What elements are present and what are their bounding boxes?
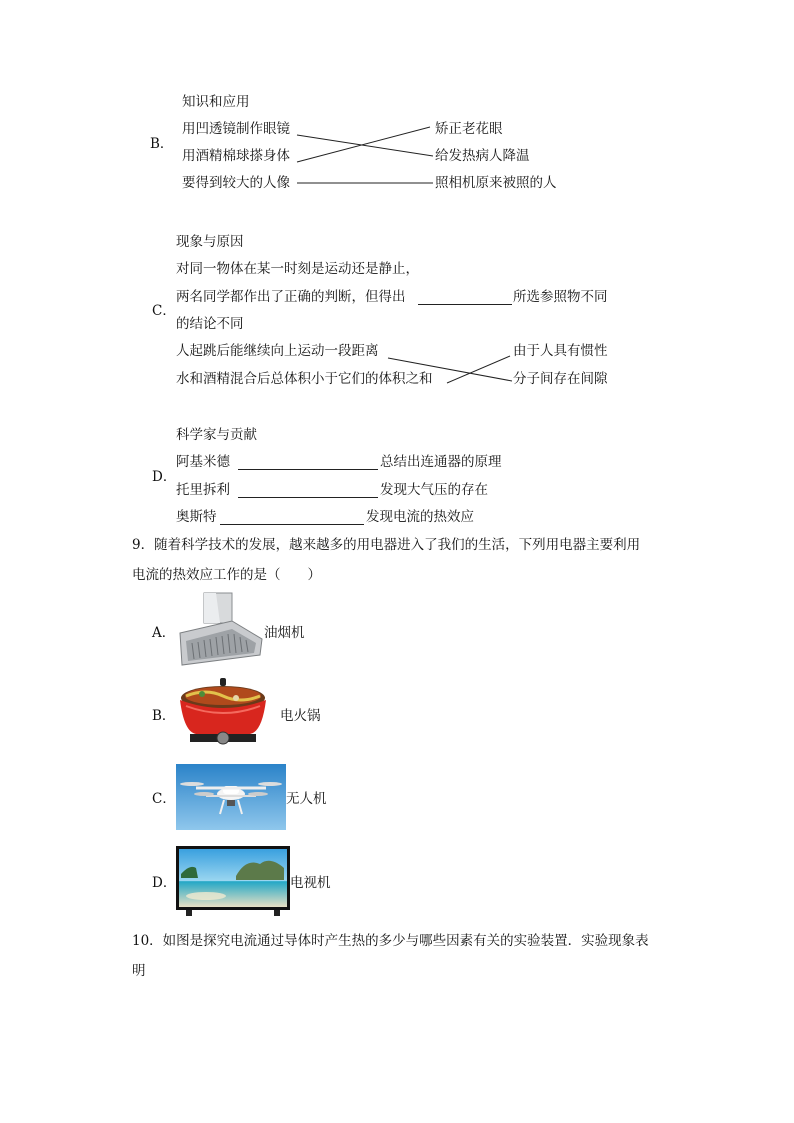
section-d-heading: 科学家与贡献 — [176, 427, 257, 443]
d-right-item: 发现电流的热效应 — [366, 509, 474, 525]
c-line: 分子间存在间隙 — [513, 371, 608, 387]
option-a-label[interactable]: 油烟机 — [264, 625, 305, 641]
q9-stem: 电流的热效应工作的是（ ） — [132, 567, 321, 583]
answer-blank — [220, 524, 364, 525]
range-hood-icon[interactable] — [176, 591, 264, 671]
answer-blank — [238, 497, 378, 498]
c-line: 人起跳后能继续向上运动一段距离 — [176, 343, 379, 359]
hot-pot-icon[interactable] — [176, 676, 270, 752]
option-c-letter[interactable]: C． — [152, 791, 176, 807]
option-b-letter[interactable]: B． — [152, 708, 176, 724]
option-d-label[interactable]: 电视机 — [290, 875, 331, 891]
b-right-item: 照相机原来被照的人 — [435, 175, 557, 191]
c-line: 所选参照物不同 — [513, 289, 608, 305]
c-line: 由于人具有惯性 — [513, 343, 608, 359]
c-line: 的结论不同 — [176, 316, 244, 332]
b-right-item: 给发热病人降温 — [435, 148, 530, 164]
b-right-item: 矫正老花眼 — [435, 121, 503, 137]
q9-stem: 9．随着科学技术的发展，越来越多的用电器进入了我们的生活，下列用电器主要利用 — [132, 537, 641, 553]
b-left-item: 用酒精棉球搽身体 — [182, 148, 290, 164]
c-line: 对同一物体在某一时刻是运动还是静止， — [176, 261, 419, 277]
option-a-letter[interactable]: A． — [152, 625, 176, 641]
section-d-letter: D． — [152, 469, 177, 485]
match-line — [297, 127, 430, 162]
answer-blank — [418, 304, 512, 305]
d-left-item: 阿基米德 — [176, 454, 230, 470]
option-c-label[interactable]: 无人机 — [286, 791, 327, 807]
d-right-item: 总结出连通器的原理 — [380, 454, 502, 470]
option-d-letter[interactable]: D． — [152, 875, 177, 891]
section-b-letter: B． — [150, 136, 174, 152]
c-line: 两名同学都作出了正确的判断，但得出 — [176, 289, 406, 305]
answer-blank — [238, 469, 378, 470]
tv-icon[interactable] — [176, 846, 290, 918]
option-b-label[interactable]: 电火锅 — [280, 708, 321, 724]
section-c-heading: 现象与原因 — [176, 234, 244, 250]
d-left-item: 奥斯特 — [176, 509, 217, 525]
match-line — [297, 135, 433, 156]
section-c-letter: C． — [152, 303, 176, 319]
b-left-item: 要得到较大的人像 — [182, 175, 290, 191]
c-line: 水和酒精混合后总体积小于它们的体积之和 — [176, 371, 433, 387]
section-b-heading: 知识和应用 — [182, 94, 250, 110]
d-left-item: 托里拆利 — [176, 482, 230, 498]
d-right-item: 发现大气压的存在 — [380, 482, 488, 498]
b-left-item: 用凹透镜制作眼镜 — [182, 121, 290, 137]
q10-stem: 10．如图是探究电流通过导体时产生热的多少与哪些因素有关的实验装置．实验现象表 — [132, 933, 649, 949]
drone-icon[interactable] — [176, 764, 286, 830]
q10-stem: 明 — [132, 963, 146, 979]
